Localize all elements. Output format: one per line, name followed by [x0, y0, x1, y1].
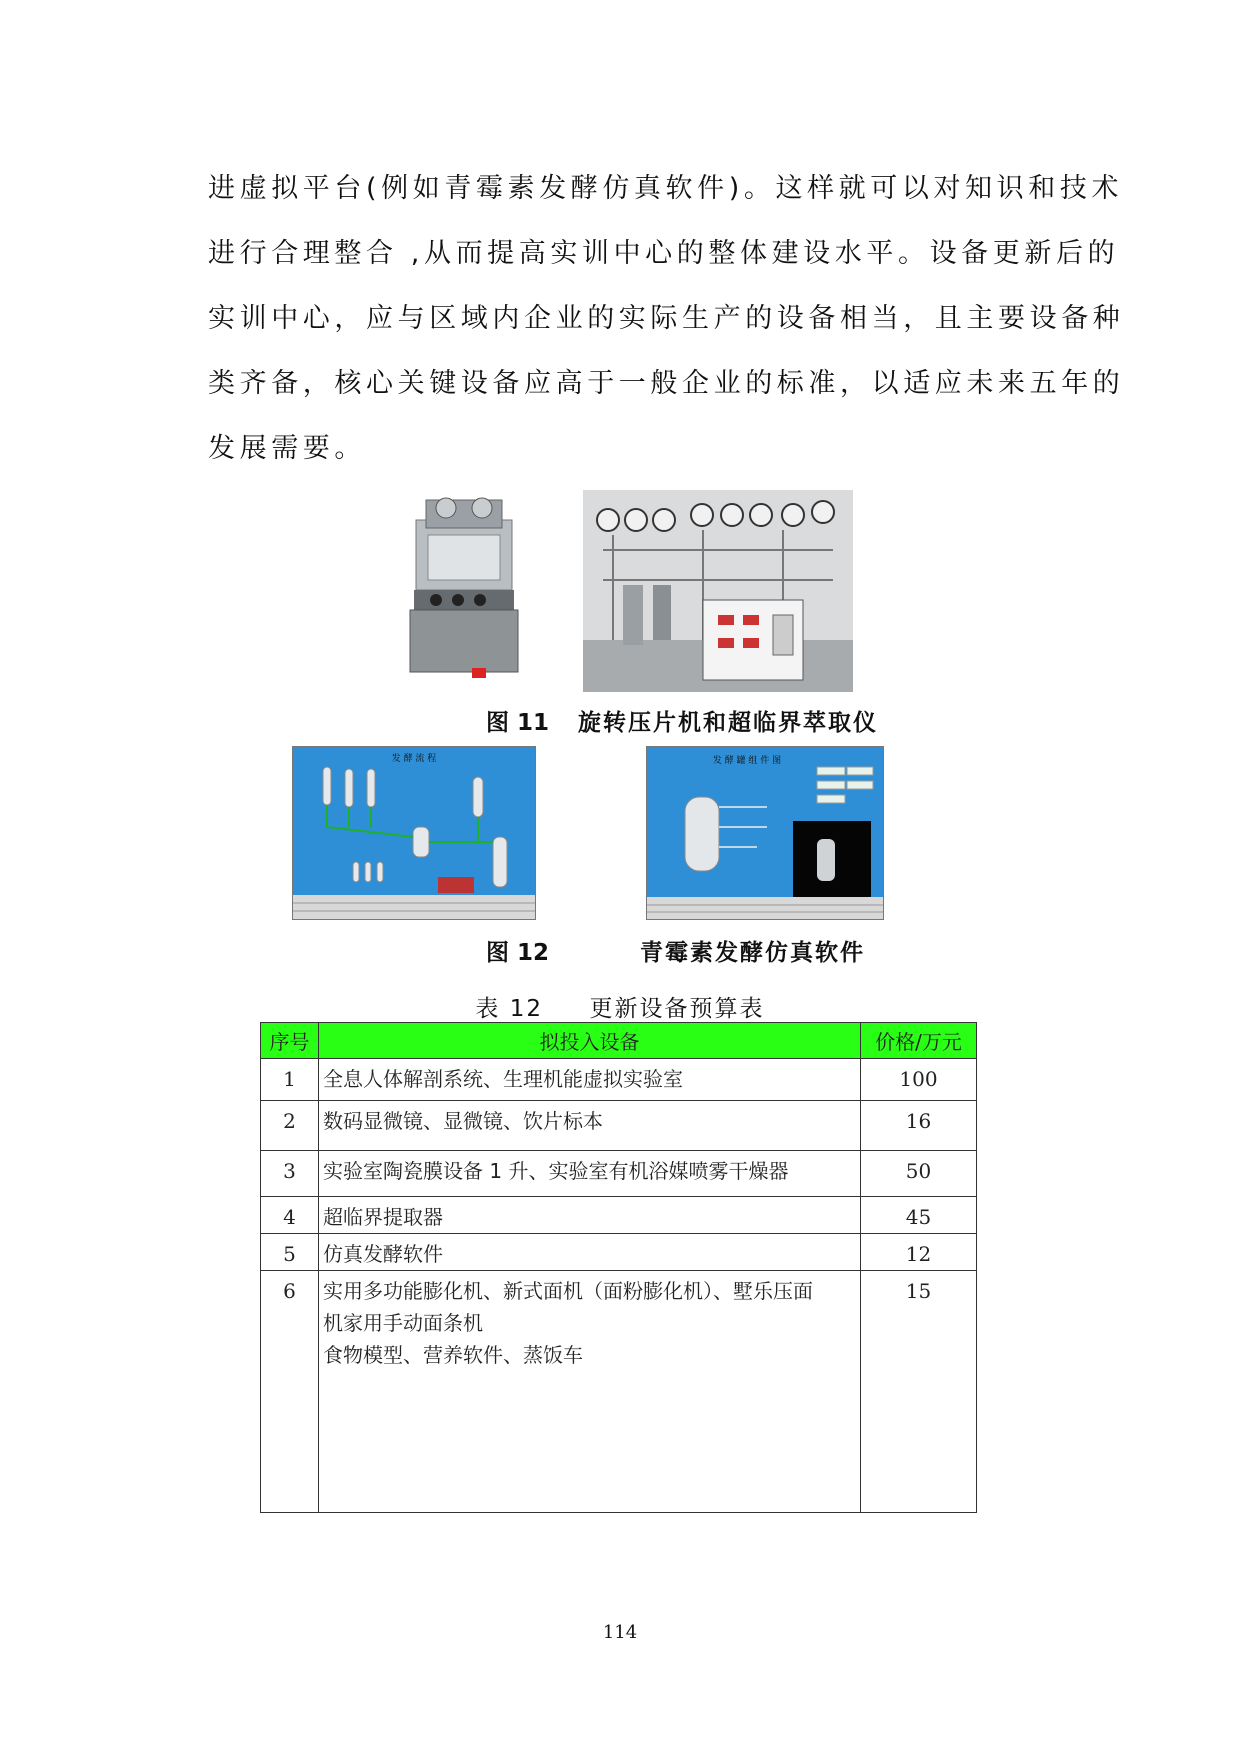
page-number: 114 [602, 1622, 638, 1643]
screen-title: 发 酵 罐 组 件 图 [712, 756, 782, 766]
paragraph-line: 进虚拟平台(例如青霉素发酵仿真软件)。这样就可以对知识和技术 [208, 173, 1124, 204]
row-item-line: 食物模型、营养软件、蒸饭车 [323, 1343, 583, 1367]
row-price: 100 [861, 1059, 977, 1101]
row-price: 12 [861, 1234, 977, 1271]
row-no: 1 [261, 1059, 319, 1101]
table-row [261, 1234, 977, 1271]
row-price: 15 [861, 1271, 977, 1513]
row-no: 3 [261, 1151, 319, 1197]
table-row [261, 1101, 977, 1151]
paragraph-line: 类齐备，核心关键设备应高于一般企业的标准，以适应未来五年的 [208, 368, 1125, 399]
row-item: 超临界提取器 [319, 1197, 861, 1234]
row-item: 全息人体解剖系统、生理机能虚拟实验室 [319, 1059, 861, 1101]
paragraph-line: 发展需要。 [208, 433, 366, 464]
header-no: 序号 [261, 1023, 319, 1059]
fermenter-component-screenshot [646, 746, 884, 920]
supercritical-extractor-photo [583, 490, 853, 692]
paragraph-line: 进行合理整合 ,从而提高实训中心的整体建设水平。设备更新后的 [208, 238, 1120, 269]
row-no: 4 [261, 1197, 319, 1234]
figure-12-caption: 青霉素发酵仿真软件 [640, 940, 865, 966]
table-row [261, 1151, 977, 1197]
row-no: 2 [261, 1101, 319, 1151]
row-item-line: 实用多功能膨化机、新式面机（面粉膨化机）、墅乐压面 [323, 1279, 813, 1303]
figure-12-label: 图 12 [486, 940, 550, 966]
paragraph-line: 实训中心，应与区域内企业的实际生产的设备相当，且主要设备种 [208, 303, 1125, 334]
row-item: 数码显微镜、显微镜、饮片标本 [319, 1101, 861, 1151]
table-title: 表 12 更新设备预算表 [475, 996, 765, 1022]
figure-11-label: 图 11 [486, 710, 550, 736]
row-item: 仿真发酵软件 [319, 1234, 861, 1271]
row-item-line: 机家用手动面条机 [323, 1311, 483, 1335]
row-price: 50 [861, 1151, 977, 1197]
table-row [261, 1197, 977, 1234]
row-item: 实验室陶瓷膜设备 1 升、实验室有机浴媒喷雾干燥器 [319, 1151, 861, 1197]
tablet-press-photo [396, 490, 532, 682]
header-price: 价格/万元 [861, 1023, 977, 1059]
fermentation-flow-screenshot [292, 746, 536, 920]
row-item [319, 1271, 861, 1513]
header-item: 拟投入设备 [319, 1023, 861, 1059]
row-price: 45 [861, 1197, 977, 1234]
equipment-budget-table [260, 1022, 977, 1513]
row-no: 5 [261, 1234, 319, 1271]
table-row [261, 1271, 977, 1513]
screen-title: 发 酵 流 程 [391, 754, 437, 764]
row-no: 6 [261, 1271, 319, 1513]
body-paragraph [208, 156, 1125, 481]
figure-11-caption: 旋转压片机和超临界萃取仪 [578, 710, 878, 736]
row-price: 16 [861, 1101, 977, 1151]
table-row [261, 1059, 977, 1101]
table-header-row [261, 1023, 977, 1059]
